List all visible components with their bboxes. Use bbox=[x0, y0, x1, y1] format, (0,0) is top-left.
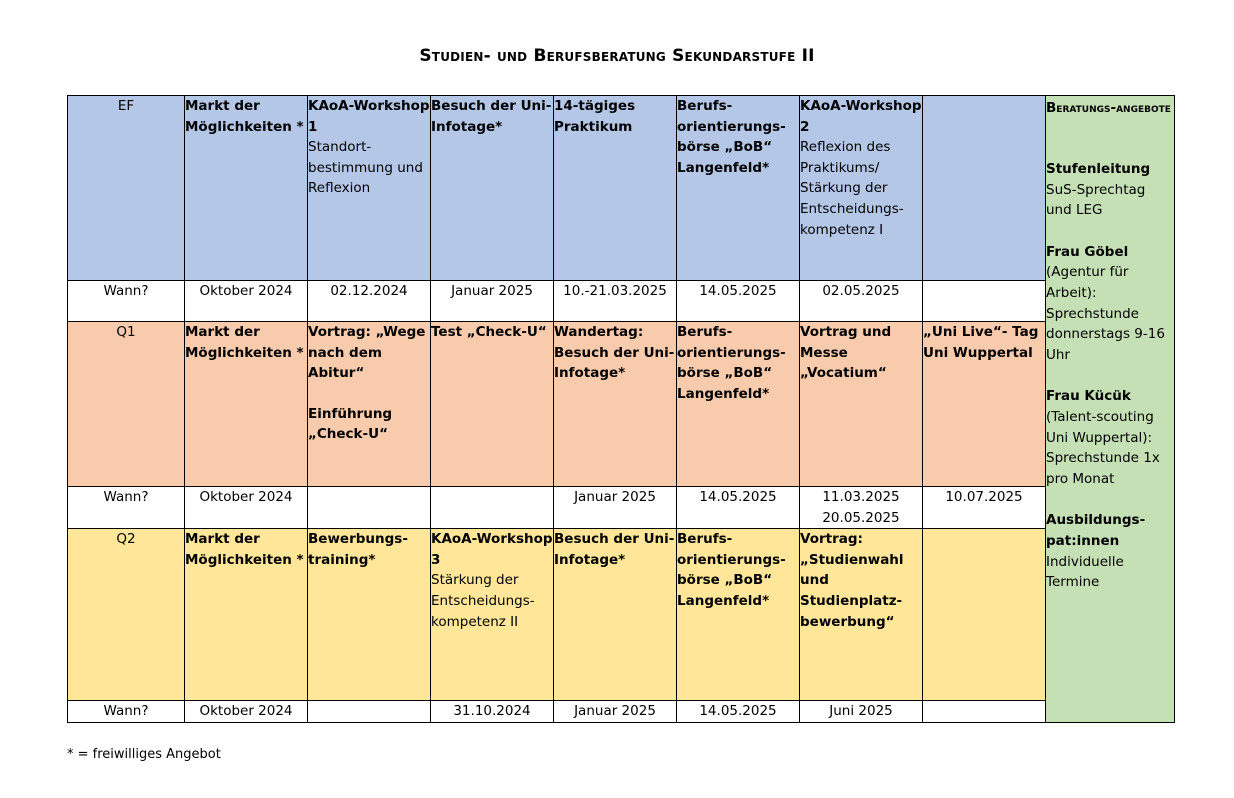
date-cell: Juni 2025 bbox=[800, 701, 923, 723]
activity-cell bbox=[923, 529, 1046, 701]
wann-label: Wann? bbox=[68, 701, 185, 723]
date-cell: Januar 2025 bbox=[554, 487, 677, 529]
row-q1 bbox=[68, 322, 1175, 487]
activity-cell: 14-tägiges Praktikum bbox=[554, 96, 677, 281]
schedule-table bbox=[67, 95, 1175, 723]
date-cell: Oktober 2024 bbox=[185, 701, 308, 723]
activity-cell: Markt der Möglichkeiten * bbox=[185, 96, 308, 281]
date-cell: Oktober 2024 bbox=[185, 487, 308, 529]
sidebar-item: Frau Kücük (Talent-scouting Uni Wuppertal): Sprechstunde 1x pro Monat bbox=[1046, 388, 1160, 487]
date-cell: 02.05.2025 bbox=[800, 281, 923, 322]
activity-cell: Markt der Möglichkeiten * bbox=[185, 529, 308, 701]
row-ef bbox=[68, 96, 1175, 281]
row-q1-dates bbox=[68, 487, 1175, 529]
date-cell: 02.12.2024 bbox=[308, 281, 431, 322]
activity-cell: Berufs-orientierungs-börse „BoB“ Langenfeld* bbox=[677, 96, 800, 281]
activity-cell: Berufs-orientierungs-börse „BoB“ Langenfeld* bbox=[677, 322, 800, 487]
activity-cell: Berufs-orientierungs-börse „BoB“ Langenfeld* bbox=[677, 529, 800, 701]
activity-cell: Wandertag: Besuch der Uni-Infotage* bbox=[554, 322, 677, 487]
date-cell: 14.05.2025 bbox=[677, 487, 800, 529]
activity-cell: Vortrag: „Studienwahl und Studienplatz-bewerbung“ bbox=[800, 529, 923, 701]
row-q2-dates bbox=[68, 701, 1175, 723]
activity-cell: Bewerbungs-training* bbox=[308, 529, 431, 701]
date-cell: Januar 2025 bbox=[554, 701, 677, 723]
stage-label-q2: Q2 bbox=[68, 529, 185, 701]
date-cell: 10.07.2025 bbox=[923, 487, 1046, 529]
date-cell bbox=[308, 487, 431, 529]
sidebar-counseling bbox=[1046, 96, 1175, 723]
activity-cell: Besuch der Uni-Infotage* bbox=[554, 529, 677, 701]
row-ef-dates bbox=[68, 281, 1175, 322]
activity-cell: Besuch der Uni-Infotage* bbox=[431, 96, 554, 281]
date-cell bbox=[431, 487, 554, 529]
stage-label-ef: EF bbox=[68, 96, 185, 281]
sidebar-item: Frau Göbel (Agentur für Arbeit): Sprechstunde donnerstags 9-16 Uhr bbox=[1046, 243, 1165, 363]
date-cell bbox=[308, 701, 431, 723]
date-cell: 14.05.2025 bbox=[677, 701, 800, 723]
activity-cell: „Uni Live“- Tag Uni Wuppertal bbox=[923, 322, 1046, 487]
date-cell: Januar 2025 bbox=[431, 281, 554, 322]
sidebar-heading: Beratungs-angebote bbox=[1046, 100, 1171, 116]
sidebar-item: Ausbildungs-pat:innen Individuelle Termine bbox=[1046, 512, 1146, 591]
activity-cell: KAoA-Workshop 3 Stärkung der Entscheidungs-kompetenz II bbox=[431, 529, 554, 701]
activity-cell: Vortrag und Messe „Vocatium“ bbox=[800, 322, 923, 487]
wann-label: Wann? bbox=[68, 281, 185, 322]
date-cell bbox=[923, 281, 1046, 322]
wann-label: Wann? bbox=[68, 487, 185, 529]
date-cell: 10.-21.03.2025 bbox=[554, 281, 677, 322]
activity-cell: Test „Check-U“ bbox=[431, 322, 554, 487]
date-cell: 14.05.2025 bbox=[677, 281, 800, 322]
activity-cell bbox=[923, 96, 1046, 281]
date-cell: 31.10.2024 bbox=[431, 701, 554, 723]
date-cell: Oktober 2024 bbox=[185, 281, 308, 322]
activity-cell: Markt der Möglichkeiten * bbox=[185, 322, 308, 487]
activity-cell: KAoA-Workshop 2 Reflexion des Praktikums/ Stärkung der Entscheidungs-kompetenz I bbox=[800, 96, 923, 281]
page-title: Studien- und Berufsberatung Sekundarstufe II bbox=[419, 46, 815, 66]
sidebar-item: Stufenleitung SuS-Sprechtag und LEG bbox=[1046, 161, 1151, 219]
activity-cell: KAoA-Workshop 1 Standort-bestimmung und Reflexion bbox=[308, 96, 431, 281]
date-cell: 11.03.2025 20.05.2025 bbox=[800, 487, 923, 529]
date-cell bbox=[923, 701, 1046, 723]
footnote: * = freiwilliges Angebot bbox=[67, 747, 221, 762]
activity-cell: Vortrag: „Wege nach dem Abitur“ Einführung „Check-U“ bbox=[308, 322, 431, 487]
row-q2 bbox=[68, 529, 1175, 701]
stage-label-q1: Q1 bbox=[68, 322, 185, 487]
